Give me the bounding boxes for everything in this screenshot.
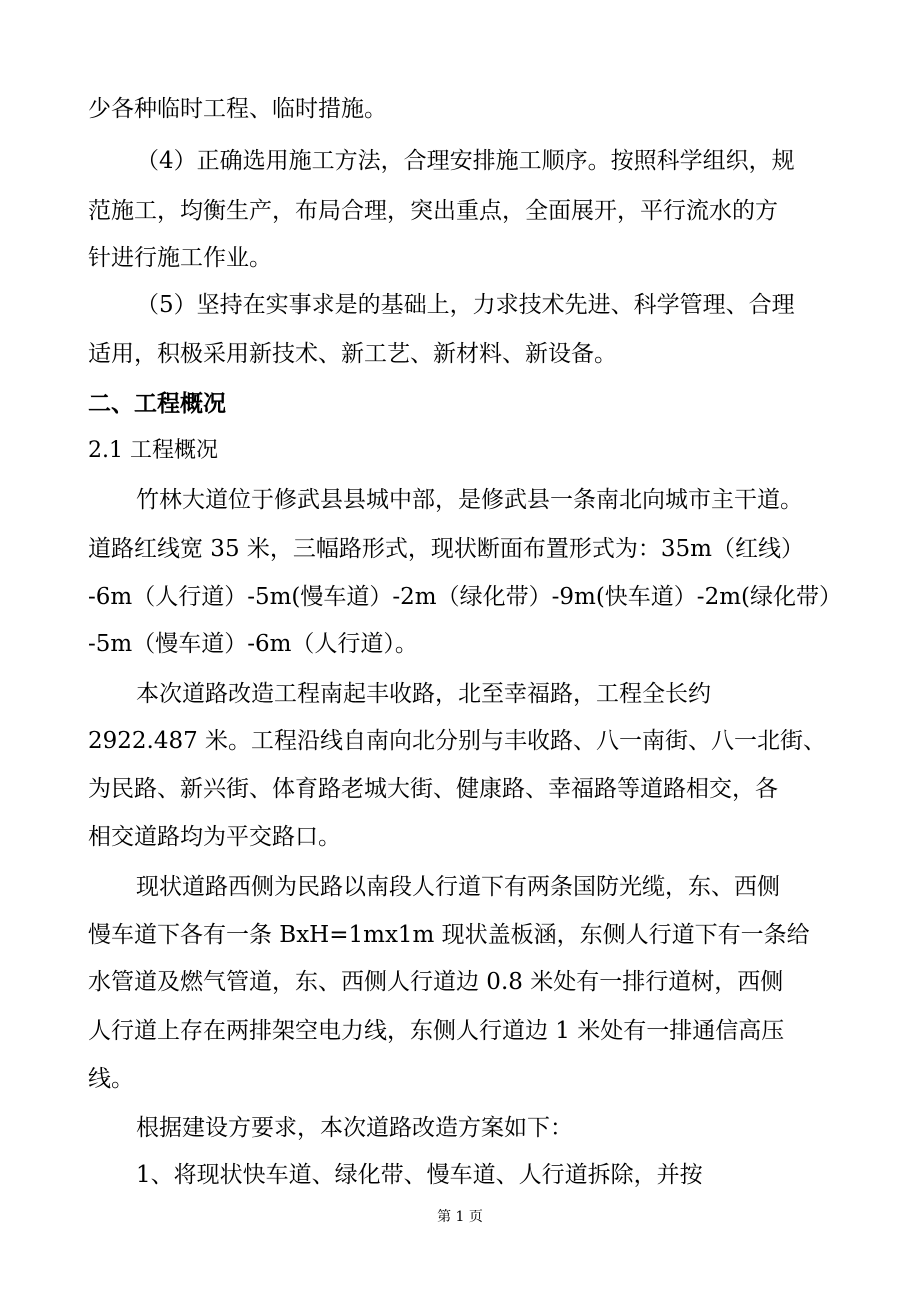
paragraph-line: 线。 <box>88 1066 134 1092</box>
subsection-heading: 2.1 工程概况 <box>88 438 218 463</box>
page-number: 第 1 页 <box>437 1209 483 1225</box>
paragraph-line: 道路红线宽 35 米，三幅路形式，现状断面布置形式为：35m（红线） <box>88 536 804 562</box>
paragraph-line: 为民路、新兴街、体育路老城大街、健康路、幸福路等道路相交，各 <box>88 776 778 802</box>
paragraph-line: 竹林大道位于修武县县城中部，是修武县一条南北向城市主干道。 <box>136 487 803 513</box>
paragraph-line: 本次道路改造工程南起丰收路，北至幸福路，工程全长约 <box>136 681 711 707</box>
paragraph-line: 水管道及燃气管道，东、西侧人行道边 0.8 米处有一排行道树，西侧 <box>88 969 784 995</box>
paragraph-line: 适用，积极采用新技术、新工艺、新材料、新设备。 <box>88 341 617 367</box>
paragraph-line: 少各种临时工程、临时措施。 <box>88 96 387 122</box>
paragraph-line: 慢车道下各有一条 BxH=1mx1m 现状盖板涵，东侧人行道下有一条给 <box>88 922 810 948</box>
section-heading: 二、工程概况 <box>88 390 226 417</box>
paragraph-line: 范施工，均衡生产，布局合理，突出重点，全面展开，平行流水的方 <box>88 198 778 224</box>
paragraph-line: -6m（人行道）-5m(慢车道）-2m（绿化带）-9m(快车道）-2m(绿化带） <box>88 584 842 610</box>
paragraph-line: （4）正确选用施工方法，合理安排施工顺序。按照科学组织，规 <box>136 148 795 174</box>
paragraph-line: 相交道路均为平交路口。 <box>88 824 341 850</box>
paragraph-line: 2922.487 米。工程沿线自南向北分别与丰收路、八一南街、八一北街、 <box>88 728 827 754</box>
paragraph-line: 现状道路西侧为民路以南段人行道下有两条国防光缆，东、西侧 <box>136 874 780 900</box>
paragraph-line: 1、将现状快车道、绿化带、慢车道、人行道拆除，并按 <box>136 1162 703 1188</box>
paragraph-line: 人行道上存在两排架空电力线，东侧人行道边 1 米处有一排通信高压 <box>88 1018 785 1044</box>
paragraph-line: （5）坚持在实事求是的基础上，力求技术先进、科学管理、合理 <box>136 292 795 318</box>
paragraph-line: 根据建设方要求，本次道路改造方案如下： <box>136 1115 573 1141</box>
paragraph-line: 针进行施工作业。 <box>88 245 272 271</box>
paragraph-line: -5m（慢车道）-6m（人行道）。 <box>88 631 418 657</box>
